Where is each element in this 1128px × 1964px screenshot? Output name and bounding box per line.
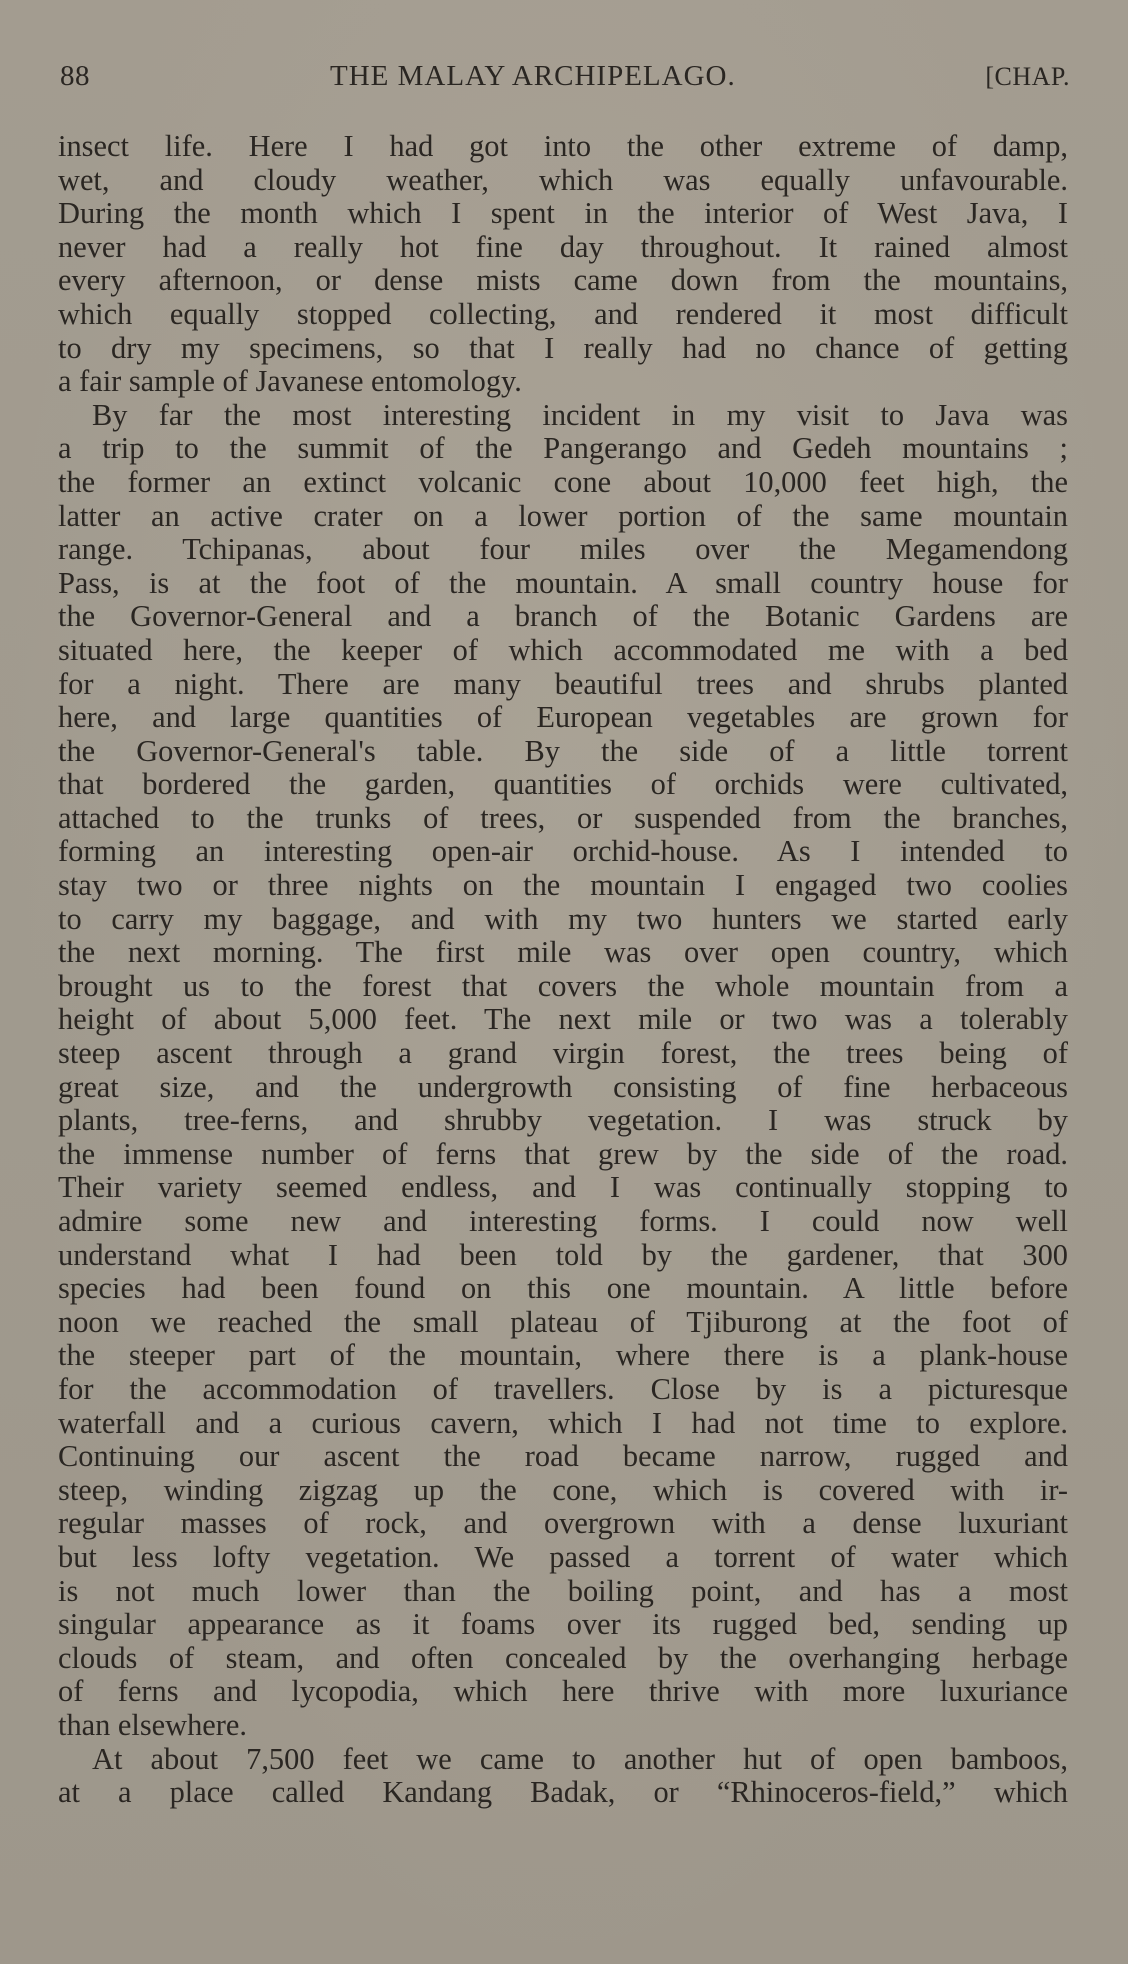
text-line: the Governor-General and a branch of the Botanic Gardens are [58, 599, 1068, 634]
text-line: Their variety seemed endless, and I was continually stopping to [58, 1170, 1068, 1205]
text-line: here, and large quantities of European vegetables are grown for [58, 700, 1068, 735]
page-header [60, 60, 1070, 100]
text-line: for the accommodation of travellers. Close by is a picturesque [58, 1371, 1068, 1406]
text-line: situated here, the keeper of which accommodated me with a bed [58, 632, 1068, 667]
text-line: At about 7,500 feet we came to another hut of open bamboos, [92, 1741, 1068, 1776]
text-line: By far the most interesting incident in my visit to Java was [92, 397, 1068, 432]
page-number: 88 [60, 60, 90, 92]
text-line: admire some new and interesting forms. I could now well [58, 1204, 1068, 1238]
text-line: Continuing our ascent the road became narrow, rugged and [58, 1439, 1068, 1474]
chapter-mark: [CHAP. [985, 62, 1070, 91]
text-line: the steeper part of the mountain, where there is a plank-house [58, 1338, 1068, 1373]
text-line: waterfall and a curious cavern, which I had not time to explore. [58, 1405, 1068, 1440]
text-line: great size, and the undergrowth consisting of fine herbaceous [58, 1069, 1068, 1104]
text-line: that bordered the garden, quantities of orchids were cultivated, [58, 767, 1068, 802]
text-line: never had a really hot fine day throughout. It rained almost [58, 229, 1068, 264]
text-line: for a night. There are many beautiful trees and shrubs planted [58, 666, 1068, 701]
text-line: the immense number of ferns that grew by the side of the road. [58, 1136, 1068, 1171]
text-line: clouds of steam, and often concealed by the overhanging herbage [58, 1640, 1068, 1675]
text-line: a fair sample of Javanese entomology. [58, 364, 522, 399]
text-line: noon we reached the small plateau of Tjiburong at the foot of [58, 1304, 1068, 1339]
text-line: the former an extinct volcanic cone about 10,000 feet high, the [58, 464, 1068, 499]
text-line: wet, and cloudy weather, which was equally unfavourable. [58, 162, 1068, 197]
body-text [58, 130, 1068, 1810]
text-line: steep ascent through a grand virgin forest, the trees being of [58, 1036, 1068, 1071]
text-line: understand what I had been told by the gardener, that 300 [58, 1237, 1068, 1272]
text-line: every afternoon, or dense mists came down from the mountains, [58, 263, 1068, 298]
text-line: to dry my specimens, so that I really had no chance of getting [58, 330, 1068, 365]
running-title: THE MALAY ARCHIPELAGO. [330, 60, 736, 92]
text-line: a trip to the summit of the Pangerango and Gedeh mountains ; [58, 431, 1068, 466]
text-line: which equally stopped collecting, and rendered it most difficult [58, 296, 1068, 331]
text-line: than elsewhere. [58, 1707, 248, 1742]
text-line: singular appearance as it foams over its rugged bed, sending up [58, 1607, 1068, 1642]
text-line: range. Tchipanas, about four miles over the Megamendong [58, 532, 1068, 567]
text-line: height of about 5,000 feet. The next mile or two was a tolerably [58, 1002, 1068, 1037]
text-line: species had been found on this one mountain. A little before [58, 1271, 1068, 1306]
text-line: attached to the trunks of trees, or suspended from the branches, [58, 800, 1068, 835]
text-line: of ferns and lycopodia, which here thrive with more luxuriance [58, 1674, 1068, 1709]
text-line: plants, tree-ferns, and shrubby vegetation. I was struck by [58, 1103, 1068, 1138]
text-line: insect life. Here I had got into the other extreme of damp, [58, 129, 1068, 163]
text-line: is not much lower than the boiling point, and has a most [58, 1573, 1068, 1608]
text-line: the Governor-General's table. By the side of a little torrent [58, 733, 1068, 768]
text-line: Pass, is at the foot of the mountain. A small country house for [58, 565, 1068, 600]
text-line: stay two or three nights on the mountain I engaged two coolies [58, 868, 1068, 903]
text-line: forming an interesting open-air orchid-house. As I intended to [58, 834, 1068, 869]
text-line: steep, winding zigzag up the cone, which is covered with ir- [58, 1472, 1068, 1507]
text-line: but less lofty vegetation. We passed a torrent of water which [58, 1539, 1068, 1574]
text-line: regular masses of rock, and overgrown with a dense luxuriant [58, 1506, 1068, 1541]
text-line: at a place called Kandang Badak, or “Rhinoceros-field,” which [58, 1775, 1068, 1810]
text-line: brought us to the forest that covers the whole mountain from a [58, 968, 1068, 1003]
text-line: During the month which I spent in the interior of West Java, I [58, 196, 1068, 231]
text-line: the next morning. The first mile was over open country, which [58, 935, 1068, 970]
text-line: to carry my baggage, and with my two hunters we started early [58, 901, 1068, 936]
text-line: latter an active crater on a lower portion of the same mountain [58, 498, 1068, 533]
